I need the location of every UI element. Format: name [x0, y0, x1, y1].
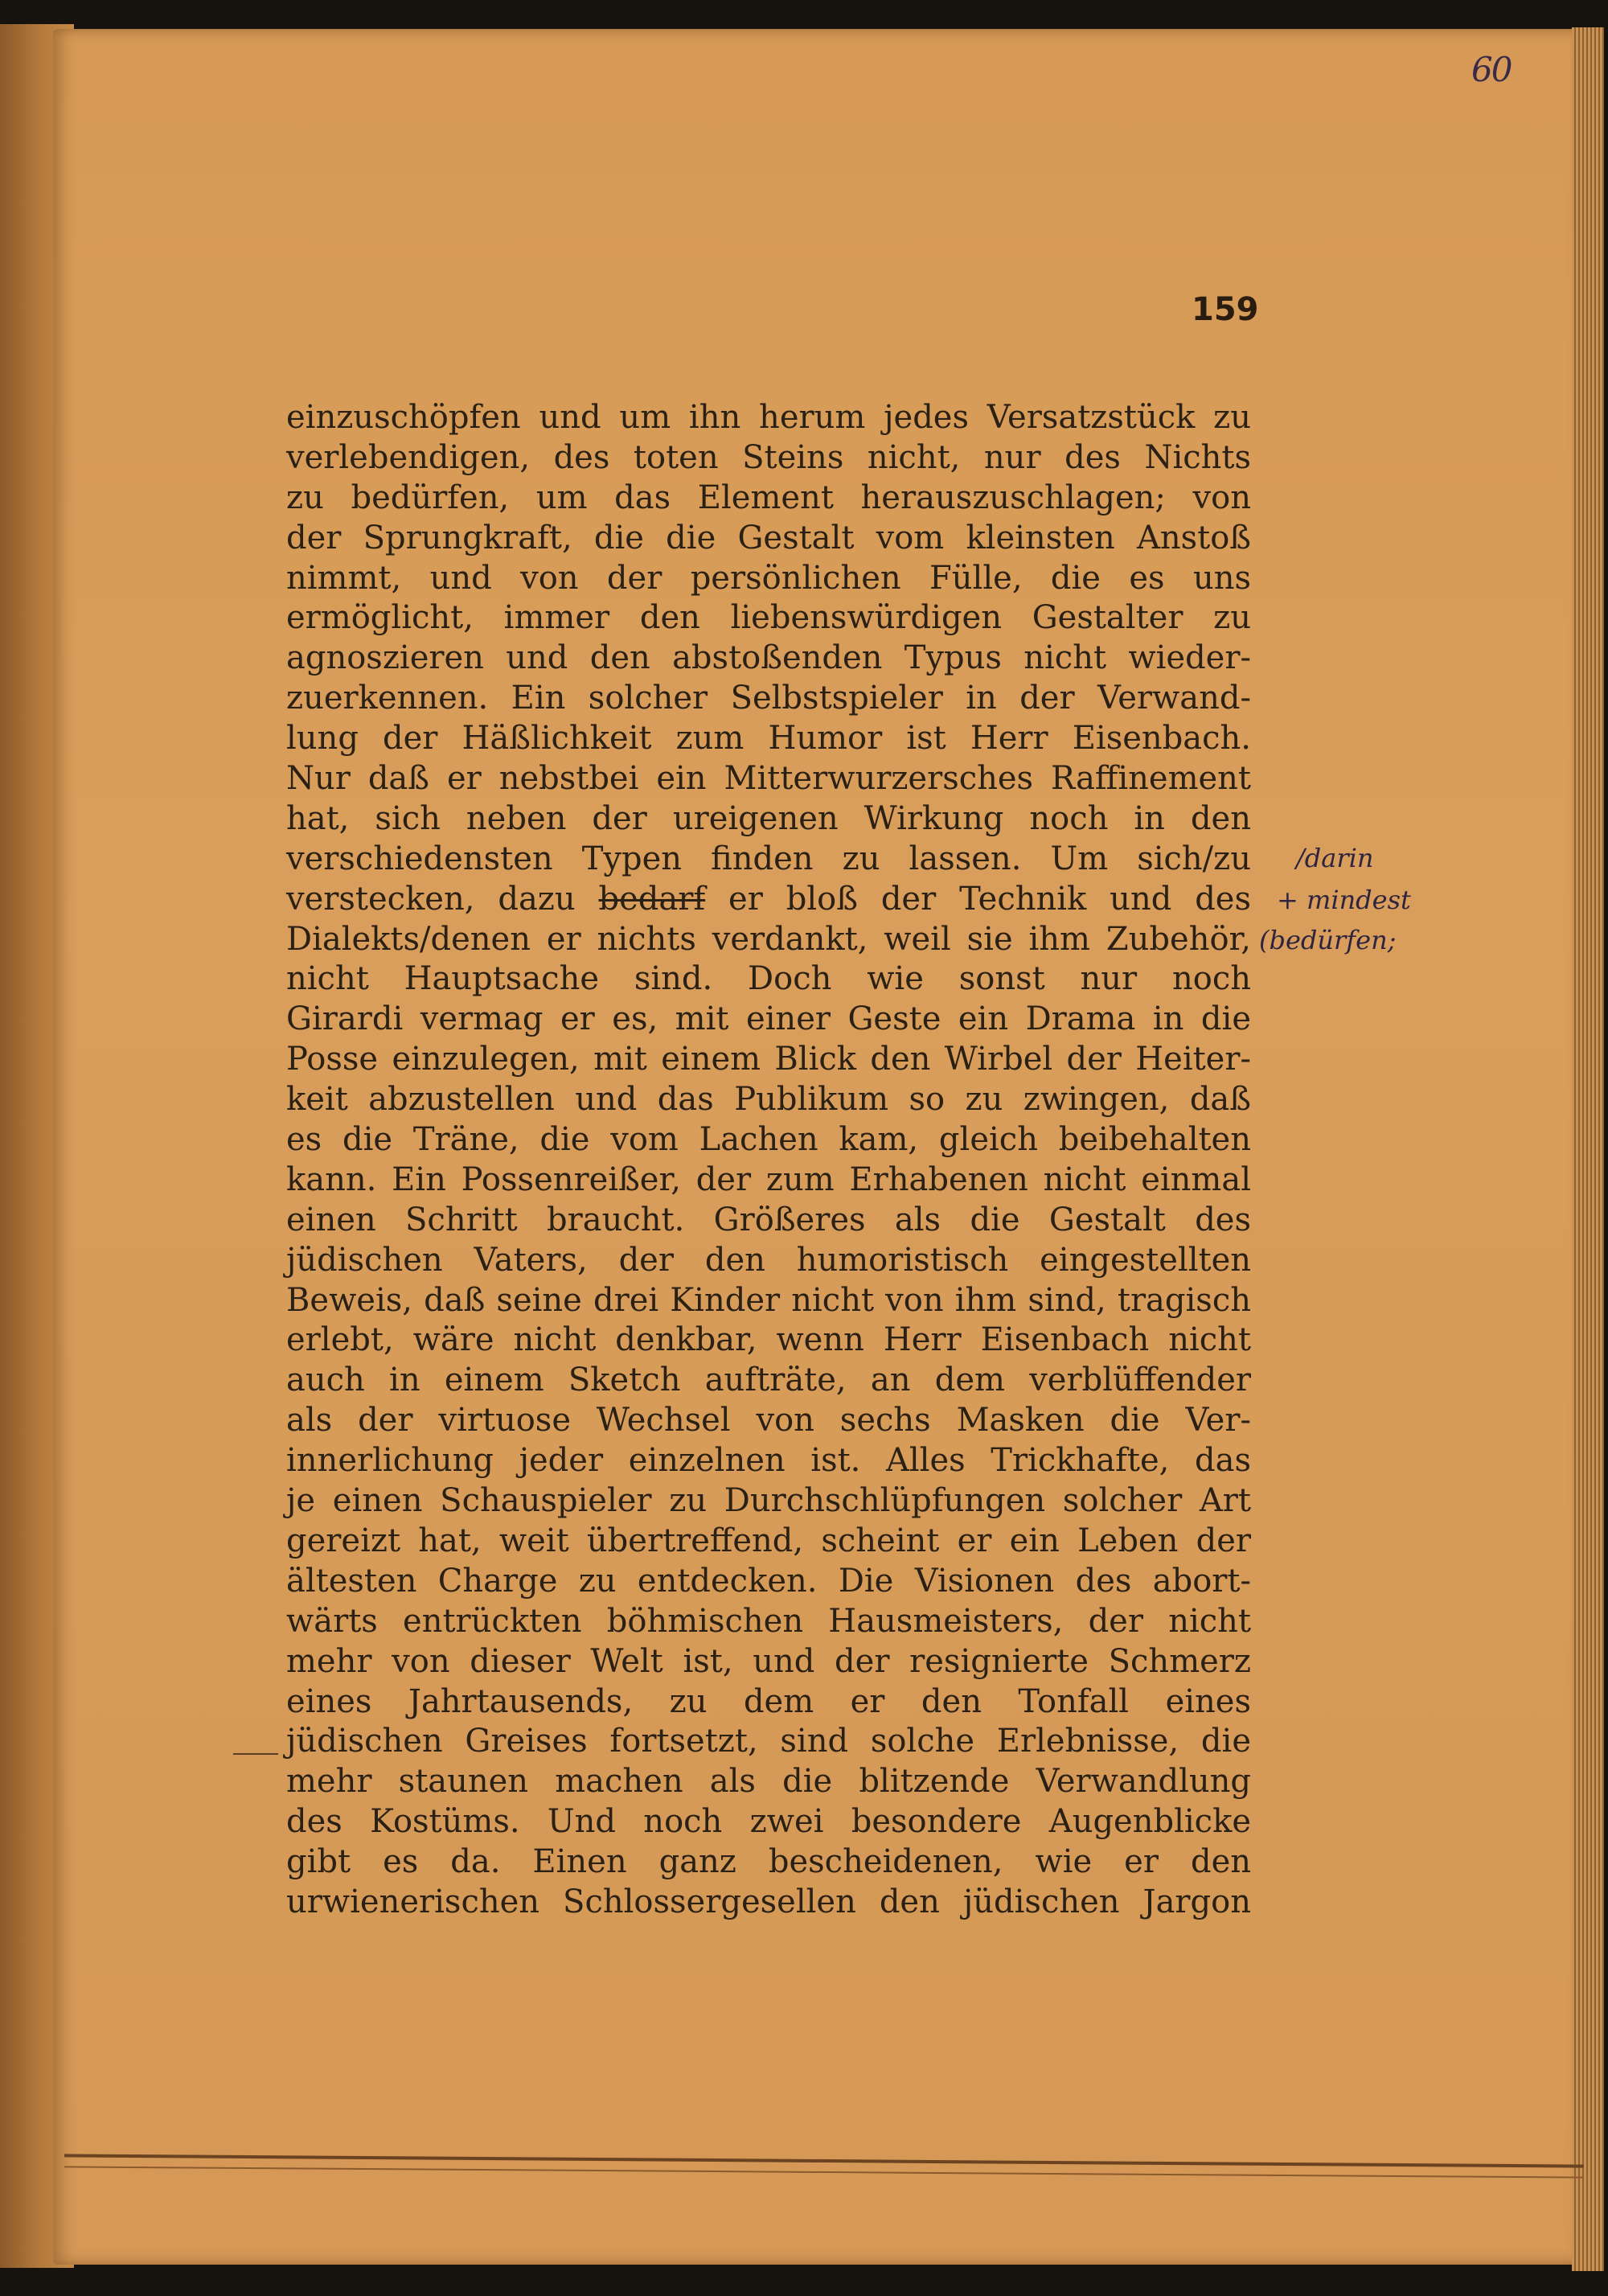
- text-line: je einen Schauspieler zu Durchschlüpfungen solcher Art: [286, 1482, 1251, 1520]
- text-line: innerlichung jeder einzelnen ist. Alles Trickhafte, das: [286, 1442, 1251, 1480]
- text-line: Girardi vermag er es, mit einer Geste ein Drama in die: [286, 1000, 1251, 1038]
- body-text: [286, 398, 1251, 1923]
- text-line: mehr staunen machen als die blitzende Verwandlung: [286, 1763, 1251, 1801]
- margin-annotation: /darin: [1296, 843, 1374, 873]
- text-line: eines Jahrtausends, zu dem er den Tonfall eines: [286, 1682, 1251, 1720]
- text-line: verschiedensten Typen finden zu lassen. Um sich/zu: [286, 840, 1251, 877]
- text-line: jüdischen Greises fortsetzt, sind solche Erlebnisse, die: [286, 1723, 1251, 1760]
- text-line: nicht Hauptsache sind. Doch wie sonst nur noch: [286, 960, 1251, 998]
- margin-annotation: (bedürfen;: [1259, 925, 1397, 955]
- text-line: Beweis, daß seine drei Kinder nicht von ihm sind, tragisch: [286, 1281, 1251, 1319]
- text-line: kann. Ein Possenreißer, der zum Erhabenen nicht einmal: [286, 1160, 1251, 1198]
- handwritten-folio-number: 60: [1471, 50, 1512, 89]
- text-line: ältesten Charge zu entdecken. Die Visionen des abort-: [286, 1562, 1251, 1600]
- text-line: einen Schritt braucht. Größeres als die Gestalt des: [286, 1201, 1251, 1238]
- text-line: einzuschöpfen und um ihn herum jedes Versatzstück zu: [286, 399, 1251, 436]
- text-line: verlebendigen, des toten Steins nicht, nur des Nichts: [286, 438, 1251, 476]
- text-segment: er bloß der Technik und des: [705, 880, 1251, 918]
- text-line: lung der Häßlichkeit zum Humor ist Herr Eisenbach.: [286, 720, 1251, 758]
- text-line: agnoszieren und den abstoßenden Typus nicht wieder-: [286, 639, 1251, 677]
- text-line: hat, sich neben der ureigenen Wirkung noch in den: [286, 799, 1251, 837]
- text-line: auch in einem Sketch aufträte, an dem verblüffender: [286, 1362, 1251, 1399]
- text-line: jüdischen Vaters, der den humoristisch eingestellten: [286, 1241, 1251, 1279]
- margin-pencil-mark: [233, 1753, 278, 1755]
- text-line: es die Träne, die vom Lachen kam, gleich beibehalten: [286, 1121, 1251, 1159]
- text-segment: verstecken, dazu: [286, 880, 599, 918]
- text-line: urwienerischen Schlossergesellen den jüdischen Jargon: [286, 1883, 1251, 1920]
- text-line: des Kostüms. Und noch zwei besondere Augenblicke: [286, 1803, 1251, 1841]
- text-line: Dialekts/denen er nichts verdankt, weil sie ihm Zubehör,: [286, 920, 1251, 958]
- page-number: 159: [1192, 291, 1259, 328]
- text-line-with-strikethrough: [286, 880, 1251, 920]
- text-line: mehr von dieser Welt ist, und der resignierte Schmerz: [286, 1642, 1251, 1680]
- text-line: gereizt hat, weit übertreffend, scheint er ein Leben der: [286, 1522, 1251, 1559]
- text-line: als der virtuose Wechsel von sechs Masken die Ver-: [286, 1402, 1251, 1440]
- text-line: zu bedürfen, um das Element herauszuschlagen; von: [286, 479, 1251, 516]
- text-line: ermöglicht, immer den liebenswürdigen Gestalter zu: [286, 599, 1251, 637]
- text-line: der Sprungkraft, die die Gestalt vom kleinsten Anstoß: [286, 519, 1251, 557]
- text-line: Nur daß er nebstbei ein Mitterwurzersches Raffinement: [286, 760, 1251, 798]
- text-line: keit abzustellen und das Publikum so zu zwingen, daß: [286, 1081, 1251, 1119]
- text-line: erlebt, wäre nicht denkbar, wenn Herr Eisenbach nicht: [286, 1321, 1251, 1359]
- margin-annotation: + mindest: [1277, 885, 1411, 915]
- page-stack-edge: [1572, 27, 1604, 2271]
- text-line: zuerkennen. Ein solcher Selbstspieler in der Verwand-: [286, 680, 1251, 717]
- text-line: Posse einzulegen, mit einem Blick den Wirbel der Heiter-: [286, 1041, 1251, 1078]
- text-line: nimmt, und von der persönlichen Fülle, die es uns: [286, 559, 1251, 597]
- struck-word: bedarf: [598, 880, 706, 918]
- text-line: wärts entrückten böhmischen Hausmeisters, der nicht: [286, 1602, 1251, 1640]
- text-line: gibt es da. Einen ganz bescheidenen, wie er den: [286, 1843, 1251, 1881]
